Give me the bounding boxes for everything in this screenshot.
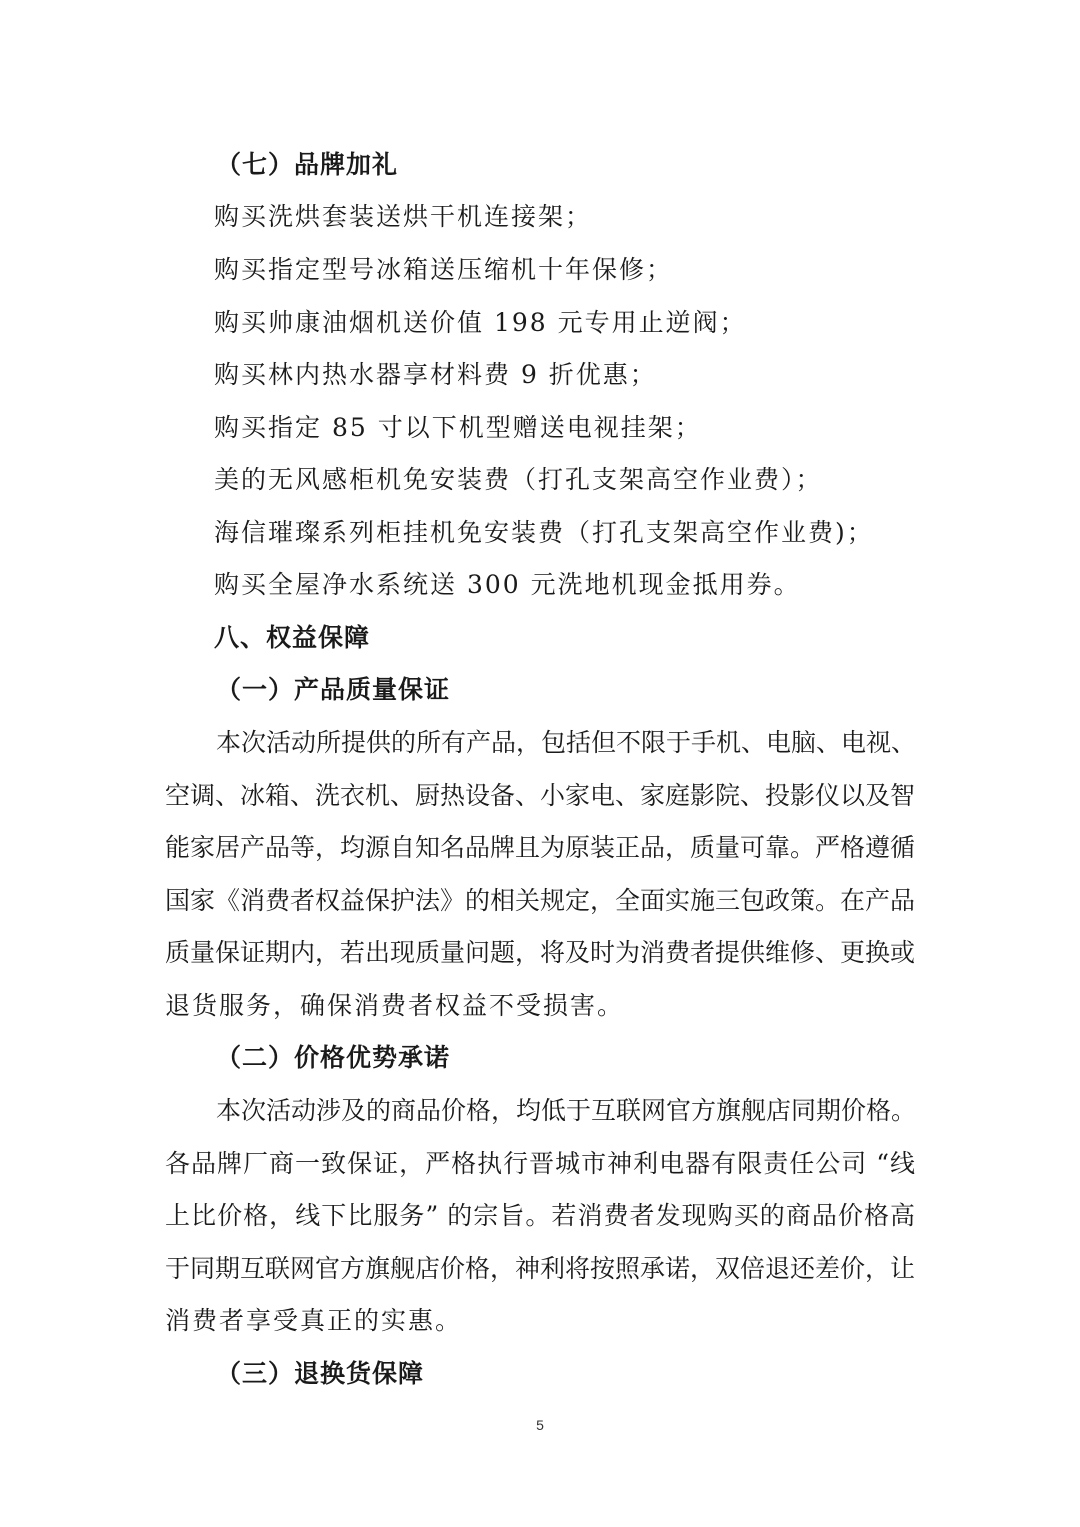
list-item: 购买帅康油烟机送价值 198 元专用止逆阀；: [214, 308, 747, 337]
heading-brand-gift: （七）品牌加礼: [216, 150, 399, 179]
page-number: 5: [536, 1417, 544, 1433]
heading-return-exchange: （三）退换货保障: [216, 1359, 425, 1388]
paragraph-line: 空调、冰箱、洗衣机、厨热设备、小家电、家庭影院、投影仪以及智: [165, 781, 916, 810]
paragraph-line: 本次活动所提供的所有产品，包括但不限于手机、电脑、电视、: [216, 728, 917, 757]
list-item: 购买指定 85 寸以下机型赠送电视挂架；: [214, 413, 702, 442]
paragraph-line: 各品牌厂商一致保证，严格执行晋城市神利电器有限责任公司 “线: [165, 1149, 915, 1178]
paragraph-line: 消费者享受真正的实惠。: [165, 1306, 463, 1335]
list-item: 购买洗烘套装送烘干机连接架；: [214, 202, 593, 231]
list-item: 海信璀璨系列柜挂机免安装费（打孔支架高空作业费)；: [214, 518, 874, 547]
paragraph-line: 质量保证期内，若出现质量问题，将及时为消费者提供维修、更换或: [165, 938, 916, 967]
heading-quality-guarantee: （一）产品质量保证: [216, 675, 451, 704]
paragraph-line: 上比价格，线下比服务” 的宗旨。若消费者发现购买的商品价格高: [165, 1201, 915, 1230]
list-item: 购买林内热水器享材料费 9 折优惠；: [214, 360, 657, 389]
paragraph-line: 国家《消费者权益保护法》的相关规定，全面实施三包政策。在产品: [165, 886, 916, 915]
paragraph-line: 本次活动涉及的商品价格，均低于互联网官方旗舰店同期价格。: [216, 1096, 917, 1125]
list-item: 购买全屋净水系统送 300 元洗地机现金抵用券。: [214, 570, 801, 599]
list-item: 购买指定型号冰箱送压缩机十年保修；: [214, 255, 674, 284]
heading-price-promise: （二）价格优势承诺: [216, 1043, 451, 1072]
heading-rights-protection: 八、权益保障: [214, 623, 371, 652]
paragraph-line: 退货服务，确保消费者权益不受损害。: [165, 991, 625, 1020]
paragraph-line: 能家居产品等，均源自知名品牌且为原装正品，质量可靠。严格遵循: [165, 833, 916, 862]
paragraph-line: 于同期互联网官方旗舰店价格，神利将按照承诺，双倍退还差价，让: [165, 1254, 916, 1283]
list-item: 美的无风感柜机免安装费（打孔支架高空作业费）；: [214, 465, 823, 494]
